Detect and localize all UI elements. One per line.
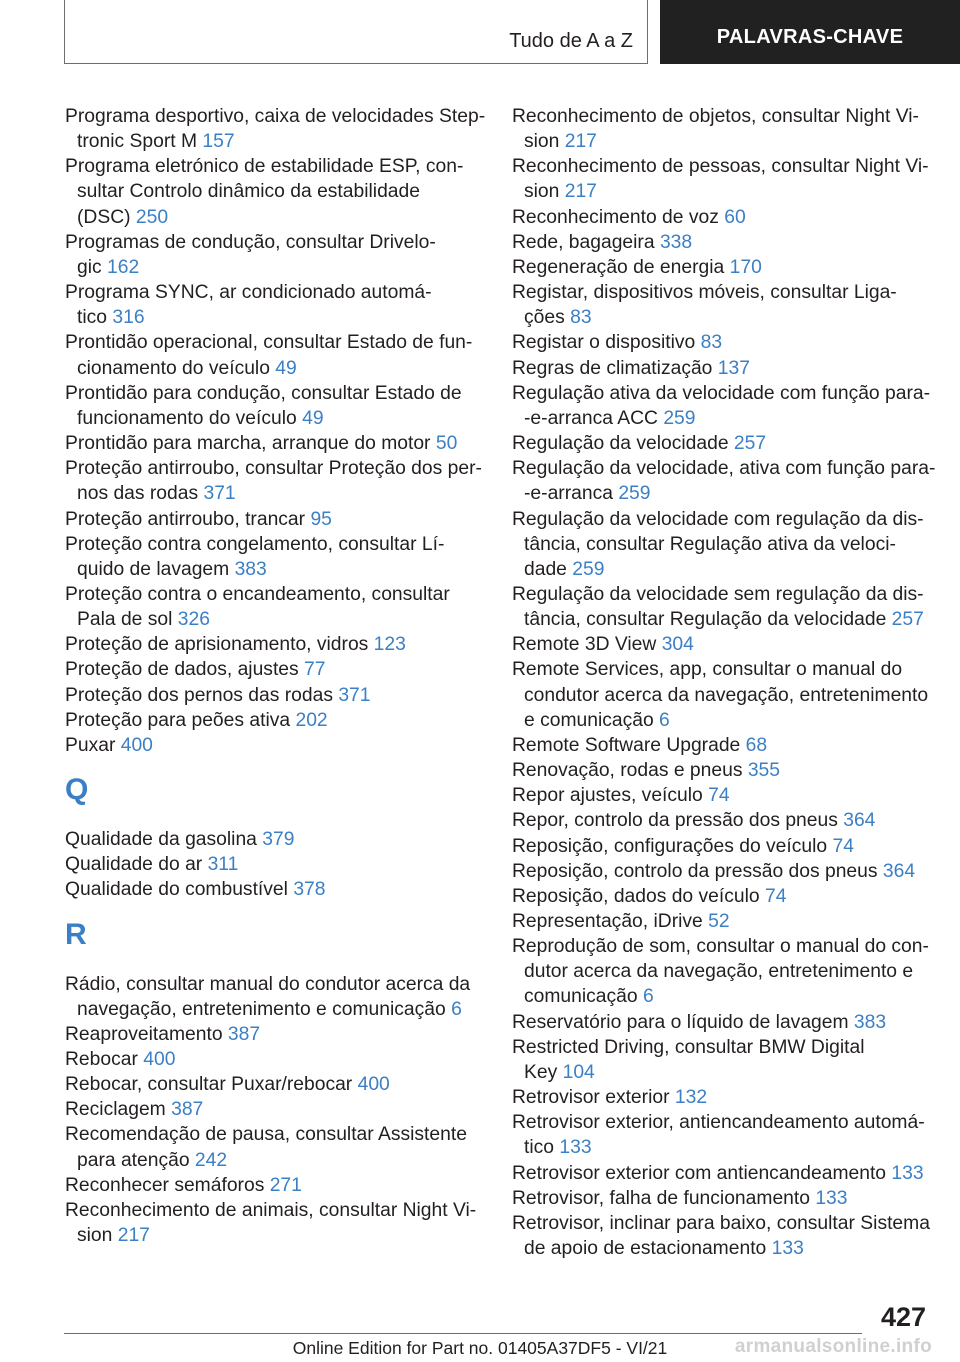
index-entry-text: Reconhecimento de pessoas, consultar Night Vi‐ [512, 156, 929, 178]
index-entry-text: Programa eletrónico de estabilidade ESP, con‐ [65, 156, 464, 178]
index-entry-text: (DSC) [77, 206, 131, 228]
index-letter-heading: R [65, 917, 87, 951]
index-entry-text: Retrovisor exterior, antiencandeamento automá‐ [512, 1112, 925, 1134]
page-reference-link[interactable]: 133 [815, 1187, 848, 1209]
index-entry-text: Rebocar, consultar Puxar/rebocar [65, 1074, 353, 1096]
index-entry [512, 356, 932, 381]
index-entry-text: Regras de climatização [512, 357, 713, 379]
index-entry-text: Regulação da velocidade, ativa com função para‐ [512, 458, 936, 480]
index-entry [512, 431, 932, 456]
page-reference-link[interactable]: 49 [302, 407, 324, 429]
index-entry [512, 1110, 932, 1160]
index-entry-text: Proteção para peões ativa [65, 709, 291, 731]
index-entry-text: para atenção [77, 1149, 190, 1171]
index-entry [65, 827, 485, 852]
section-title-box [64, 0, 648, 64]
index-entry [65, 1047, 485, 1072]
page-reference-link[interactable]: 378 [293, 879, 326, 901]
index-entry-text: Prontidão para marcha, arranque do motor [65, 433, 431, 455]
index-entry-text: Renovação, rodas e pneus [512, 760, 743, 782]
index-entry-text: Representação, iDrive [512, 911, 703, 932]
page-reference-link[interactable]: 250 [135, 206, 169, 228]
index-entry [512, 381, 932, 431]
index-entry [512, 456, 936, 506]
index-entry-text: Pala de sol [77, 609, 173, 631]
index-entry [512, 884, 932, 909]
page-reference-link[interactable]: 170 [729, 256, 762, 278]
watermark: armanualsonline.info [734, 1336, 932, 1357]
index-entry-text: Proteção de dados, ajustes [65, 659, 299, 681]
index-entry-text: Programa SYNC, ar condicionado automá‐ [65, 282, 432, 304]
page-reference-link[interactable]: 259 [618, 483, 651, 505]
index-entry-text: Retrovisor exterior [512, 1087, 670, 1109]
index-entry-text: Remote 3D View [512, 634, 657, 656]
index-entry-text: Regulação ativa da velocidade com função para‐ [512, 382, 931, 404]
index-entry [512, 758, 932, 783]
index-entry [65, 154, 485, 229]
index-column-left [65, 104, 485, 1248]
page-reference-link[interactable]: 400 [357, 1074, 390, 1096]
index-entry-text: Prontidão para condução, consultar Estado de [65, 382, 462, 404]
page-reference-link[interactable]: 83 [570, 307, 592, 329]
page-reference-link[interactable]: 304 [661, 634, 694, 656]
page-reference-link[interactable]: 83 [700, 332, 723, 354]
index-entry [65, 1198, 485, 1248]
index-entry-text: cionamento do veículo [77, 357, 270, 379]
page-reference-link[interactable]: 259 [572, 558, 605, 580]
index-entry-text: Repor, controlo da pressão dos pneus [512, 810, 838, 832]
page-reference-link[interactable]: 242 [194, 1149, 228, 1171]
index-entry [512, 657, 932, 732]
page-reference-link[interactable]: 371 [203, 483, 236, 505]
index-entry [65, 1022, 485, 1047]
section-tab[interactable] [660, 0, 960, 64]
index-entry-text: -e-arranca ACC [524, 407, 658, 429]
page-reference-link[interactable]: 383 [853, 1011, 887, 1033]
page-reference-link[interactable]: 383 [234, 558, 267, 580]
page-reference-link[interactable]: 387 [227, 1023, 261, 1045]
page-reference-link[interactable]: 316 [112, 307, 145, 329]
index-entry-text: Reposição, controlo da pressão dos pneus [512, 860, 878, 882]
index-entry-text: Rede, bagageira [512, 231, 655, 253]
index-entry [65, 431, 485, 456]
index-entry-text: tronic Sport M [77, 131, 198, 153]
index-entry-text: de apoio de estacionamento [524, 1238, 767, 1260]
index-entry-text: Qualidade da gasolina [65, 829, 257, 851]
index-entry-text: Regulação da velocidade sem regulação da dis‐ [512, 583, 924, 605]
index-entry-text: Proteção antirroubo, consultar Proteção dos per‐ [65, 458, 482, 480]
index-entry-text: Restricted Driving, consultar BMW Digital [512, 1036, 865, 1058]
index-entry-text: nos das rodas [77, 483, 199, 505]
index-entry [512, 255, 932, 280]
page-reference-link[interactable]: 271 [269, 1174, 302, 1196]
index-entry [65, 381, 485, 431]
index-entry-text: Regulação da velocidade com regulação da dis‐ [512, 508, 924, 530]
index-entry [65, 330, 485, 380]
index-entry-text: sion [77, 1225, 113, 1247]
page-reference-link[interactable]: 49 [275, 357, 297, 379]
index-entry [65, 733, 485, 758]
footer-divider [64, 1333, 862, 1334]
index-entry-text: Reconhecimento de objetos, consultar Night Vi‐ [512, 106, 919, 127]
index-entry [65, 877, 485, 902]
page-reference-link[interactable]: 123 [373, 634, 406, 656]
page-reference-link[interactable]: 202 [295, 709, 328, 731]
index-entry-text: Reconhecimento de animais, consultar Night Vi‐ [65, 1199, 477, 1221]
page-reference-link[interactable]: 400 [120, 734, 153, 756]
index-entry-text: Proteção contra congelamento, consultar Lí‐ [65, 533, 445, 555]
index-entry [65, 683, 485, 708]
index-entry [65, 657, 485, 682]
index-entry-text: Proteção de aprisionamento, vidros [65, 634, 369, 656]
page-reference-link[interactable]: 371 [338, 684, 371, 706]
index-entry [512, 582, 932, 632]
index-entry-text: Remote Software Upgrade [512, 734, 741, 756]
index-entry-text: Programas de condução, consultar Drivelo‐ [65, 231, 436, 253]
page-reference-link[interactable]: 52 [708, 911, 730, 932]
index-entry [512, 1211, 932, 1261]
index-entry [65, 280, 485, 330]
index-column-right [512, 104, 936, 1261]
index-entry-text: dutor acerca da navegação, entretenimento e [524, 961, 914, 983]
page-reference-link[interactable]: 257 [891, 609, 924, 631]
index-entry-text: Reciclagem [65, 1099, 166, 1121]
page-reference-link[interactable]: 133 [559, 1137, 592, 1159]
index-entry-text: Reservatório para o líquido de lavagem [512, 1011, 849, 1033]
index-entry [512, 280, 932, 330]
page-reference-link[interactable]: 379 [262, 829, 295, 851]
index-entry-text: Regulação da velocidade [512, 433, 729, 455]
section-tab-label: PALAVRAS-CHAVE [716, 25, 904, 48]
section-title: Tudo de A a Z [509, 30, 633, 52]
index-entry-text: tico [524, 1137, 555, 1159]
page-reference-link[interactable]: 311 [207, 854, 239, 876]
page-reference-link[interactable]: 217 [117, 1225, 150, 1247]
index-entry-text: Proteção contra o encandeamento, consultar [65, 583, 450, 605]
index-entry-text: Puxar [65, 734, 116, 756]
index-entry [512, 733, 932, 758]
index-entry-text: Retrovisor exterior com antiencandeamento [512, 1162, 887, 1184]
page-reference-link[interactable]: 50 [435, 433, 458, 455]
page-reference-link[interactable]: 104 [562, 1061, 595, 1083]
index-entry-text: condutor acerca da navegação, entretenimento [524, 684, 929, 706]
index-entry [512, 632, 932, 657]
index-entry-text: Rebocar [65, 1049, 138, 1070]
index-entry [512, 230, 932, 255]
index-entry-text: Rádio, consultar manual do condutor acerca da [65, 973, 471, 995]
index-entry-text: Proteção antirroubo, trancar [65, 508, 306, 530]
index-entry-text: Retrovisor, falha de funcionamento [512, 1187, 810, 1209]
index-letter-heading: Q [65, 773, 89, 807]
index-entry [65, 1072, 485, 1097]
page-reference-link[interactable]: 157 [202, 131, 235, 153]
index-entry-text: e comunicação [524, 709, 654, 731]
index-entry [512, 834, 932, 859]
page-reference-link[interactable]: 259 [663, 407, 696, 429]
index-entry [512, 1085, 932, 1110]
index-entry [65, 1122, 485, 1172]
index-entry-text: gic [77, 256, 102, 278]
index-entry-text: comunicação [524, 986, 638, 1008]
page-reference-link[interactable]: 162 [107, 256, 140, 278]
page-reference-link[interactable]: 355 [747, 760, 780, 782]
page-reference-link[interactable]: 387 [171, 1099, 204, 1121]
index-entry [65, 507, 485, 532]
index-entry [512, 909, 932, 934]
index-entry [65, 708, 485, 733]
index-entry [512, 104, 932, 154]
page-reference-link[interactable]: 77 [304, 659, 326, 681]
index-entry [512, 1010, 932, 1035]
page-reference-link[interactable]: 338 [659, 231, 693, 253]
page-reference-link[interactable]: 364 [843, 810, 876, 832]
index-entry-text: -e-arranca [524, 483, 613, 505]
index-entry [65, 972, 485, 1022]
page-number: 427 [880, 1302, 926, 1332]
index-entry-text: Registar, dispositivos móveis, consultar Liga‐ [512, 282, 897, 304]
index-entry [512, 205, 932, 230]
footer-edition: Online Edition for Part no. 01405A37DF5 - VI/21 [292, 1338, 668, 1358]
page-reference-link[interactable]: 133 [771, 1238, 804, 1260]
index-entry [512, 1035, 932, 1085]
index-entry [65, 104, 485, 154]
index-entry-text: dade [524, 558, 567, 580]
index-entry-text: Repor ajustes, veículo [512, 785, 703, 807]
page-reference-link[interactable]: 74 [708, 785, 730, 807]
index-entry [512, 1186, 932, 1211]
index-entry-text: tância, consultar Regulação da velocidade [524, 609, 887, 631]
index-entry-text: quido de lavagem [77, 558, 230, 580]
index-entry-text: Reconhecer semáforos [65, 1174, 265, 1196]
page-reference-link[interactable]: 95 [310, 508, 332, 530]
index-entry-text: Reconhecimento de voz [512, 206, 719, 228]
index-entry-text: sultar Controlo dinâmico da estabilidade [77, 181, 420, 203]
index-entry-text: Remote Services, app, consultar o manual do [512, 659, 903, 681]
index-entry-text: tância, consultar Regulação ativa da veloci‐ [524, 533, 896, 555]
index-entry-text: navegação, entretenimento e comunicação [77, 998, 446, 1020]
page-reference-link[interactable]: 217 [564, 181, 597, 203]
index-entry-text: Recomendação de pausa, consultar Assistente [65, 1124, 467, 1146]
index-entry-text: Qualidade do combustível [65, 879, 288, 901]
index-entry-text: Registar o dispositivo [512, 332, 696, 354]
index-entry-text: Regeneração de energia [512, 256, 725, 278]
index-entry-text: sion [524, 181, 560, 203]
index-entry [65, 1097, 485, 1122]
index-entry [65, 582, 485, 632]
index-entry [512, 859, 932, 884]
page-reference-link[interactable]: 60 [724, 206, 746, 228]
index-entry [512, 783, 932, 808]
index-entry-text: Proteção dos pernos das rodas [65, 684, 333, 706]
index-entry-text: Prontidão operacional, consultar Estado de fun‐ [65, 332, 473, 354]
page-reference-link[interactable]: 74 [764, 885, 787, 907]
index-entry-text: Key [524, 1061, 558, 1083]
index-entry [512, 808, 932, 833]
page-reference-link[interactable]: 364 [882, 860, 916, 882]
index-entry [65, 1173, 485, 1198]
page-reference-link[interactable]: 68 [745, 734, 768, 756]
index-entry-text: Reposição, configurações do veículo [512, 835, 828, 857]
index-entry [65, 456, 485, 506]
page-reference-link[interactable]: 74 [832, 835, 854, 857]
index-entry [512, 507, 932, 582]
page-reference-link[interactable]: 6 [451, 998, 462, 1020]
index-entry-text: Reaproveitamento [65, 1023, 223, 1045]
page-reference-link[interactable]: 217 [564, 131, 597, 153]
index-entry-text: funcionamento do veículo [77, 407, 297, 429]
page-header [0, 0, 960, 66]
page-reference-link[interactable]: 400 [143, 1049, 176, 1070]
index-entry-text: sion [524, 131, 560, 153]
index-entry-text: Qualidade do ar [65, 854, 203, 876]
index-entry [512, 154, 932, 204]
index-entry [65, 632, 485, 657]
index-entry-text: ções [524, 307, 565, 329]
page-reference-link[interactable]: 137 [717, 357, 750, 379]
page-reference-link[interactable]: 257 [733, 433, 767, 455]
index-entry-text: Retrovisor, inclinar para baixo, consultar Sistema [512, 1212, 930, 1234]
page-reference-link[interactable]: 133 [891, 1162, 924, 1184]
index-entry-text: Programa desportivo, caixa de velocidades Step‐ [65, 106, 486, 127]
index-entry-text: Reprodução de som, consultar o manual do con‐ [512, 936, 929, 958]
index-entry [512, 330, 932, 355]
page-reference-link[interactable]: 6 [642, 986, 654, 1008]
index-entry [512, 1161, 932, 1186]
index-entry [512, 934, 932, 1009]
index-entry-text: Reposição, dados do veículo [512, 885, 760, 907]
index-entry-text: tico [77, 307, 108, 329]
index-entry [65, 532, 485, 582]
page-reference-link[interactable]: 326 [177, 609, 210, 631]
page-reference-link[interactable]: 132 [674, 1087, 708, 1109]
index-entry [65, 852, 485, 877]
index-entry [65, 230, 485, 280]
page-reference-link[interactable]: 6 [659, 709, 670, 731]
